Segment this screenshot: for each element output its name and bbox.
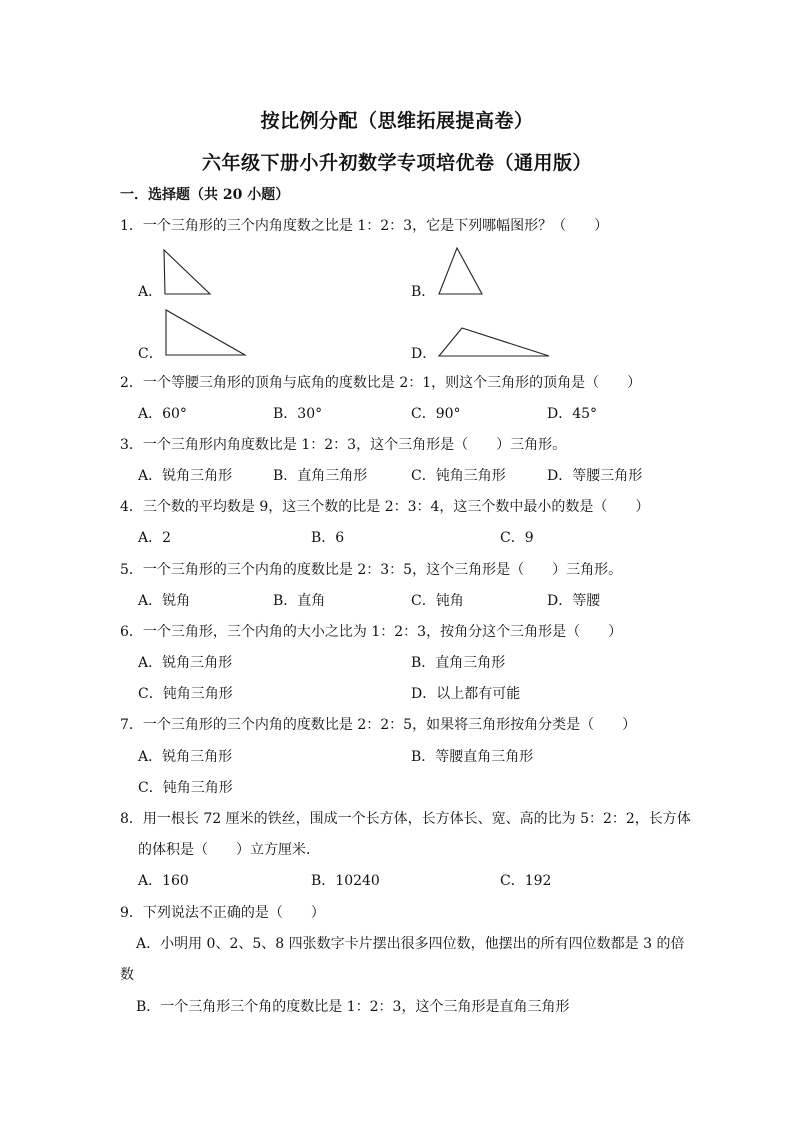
q3-option-b: B．直角三角形 bbox=[273, 468, 368, 484]
question-8-stem-line2: 的体积是（ ）立方厘米． bbox=[138, 842, 320, 858]
q5-option-c: C．钝角 bbox=[411, 593, 464, 609]
q4-option-c: C．9 bbox=[500, 530, 534, 546]
q1-triangle-c bbox=[163, 308, 249, 358]
triangle-c-shape bbox=[166, 310, 245, 355]
q1-triangle-b bbox=[436, 246, 486, 296]
question-4-stem: 4．三个数的平均数是 9，这三个数的比是 2：3：4，这三个数中最小的数是（ ） bbox=[120, 499, 650, 515]
q1-option-b-label: B． bbox=[411, 284, 436, 300]
q7-option-a: A．锐角三角形 bbox=[138, 749, 233, 765]
q2-option-c: C．90° bbox=[411, 406, 461, 422]
q8-option-b: B．10240 bbox=[311, 873, 380, 889]
q8-option-c: C．192 bbox=[500, 873, 552, 889]
q5-option-a: A．锐角 bbox=[138, 593, 191, 609]
triangle-a-shape bbox=[164, 250, 210, 294]
q4-option-a: A．2 bbox=[138, 530, 172, 546]
page-title: 按比例分配（思维拓展提高卷） bbox=[260, 110, 534, 132]
page-subtitle: 六年级下册小升初数学专项培优卷（通用版） bbox=[201, 152, 592, 174]
q3-option-a: A．锐角三角形 bbox=[138, 468, 233, 484]
question-2-stem: 2．一个等腰三角形的顶角与底角的度数比是 2：1，则这个三角形的顶角是（ ） bbox=[120, 375, 642, 391]
question-3-stem: 3．一个三角形内角度数比是 1：2：3，这个三角形是（ ）三角形。 bbox=[120, 437, 567, 453]
q6-option-a: A．锐角三角形 bbox=[138, 655, 233, 671]
q6-option-b: B．直角三角形 bbox=[411, 655, 506, 671]
q4-option-b: B．6 bbox=[311, 530, 345, 546]
q1-triangle-a bbox=[160, 248, 214, 296]
section-heading: 一．选择题（共 20 小题） bbox=[120, 187, 290, 203]
q6-option-c: C．钝角三角形 bbox=[138, 686, 233, 702]
q9-option-a-line2: 数 bbox=[120, 967, 134, 983]
question-8-stem-line1: 8．用一根长 72 厘米的铁丝，围成一个长方体，长方体长、宽、高的比为 5：2：2，长方体 bbox=[120, 811, 691, 827]
q2-option-a: A．60° bbox=[138, 406, 187, 422]
q5-option-b: B．直角 bbox=[273, 593, 326, 609]
question-6-stem: 6．一个三角形，三个内角的大小之比为 1：2：3，按角分这个三角形是（ ） bbox=[120, 624, 623, 640]
q6-option-d: D．以上都有可能 bbox=[411, 686, 521, 702]
q8-option-a: A．160 bbox=[138, 873, 189, 889]
q3-option-d: D．等腰三角形 bbox=[547, 468, 643, 484]
q7-option-b: B．等腰直角三角形 bbox=[411, 749, 534, 765]
q7-option-c: C．钝角三角形 bbox=[138, 780, 233, 796]
question-5-stem: 5．一个三角形的三个内角的度数比是 2：3：5，这个三角形是（ ）三角形。 bbox=[120, 562, 623, 578]
q1-triangle-d bbox=[436, 325, 554, 359]
question-9-stem: 9．下列说法不正确的是（ ） bbox=[120, 905, 325, 921]
q9-option-a-line1: A．小明用 0、2、5、8 四张数字卡片摆出很多四位数，他摆出的所有四位数都是 3 的倍 bbox=[136, 936, 685, 952]
q3-option-c: C．钝角三角形 bbox=[411, 468, 506, 484]
q9-option-b: B．一个三角形三个角的度数比是 1：2：3，这个三角形是直角三角形 bbox=[136, 999, 570, 1015]
q2-option-b: B．30° bbox=[273, 406, 323, 422]
q2-option-d: D．45° bbox=[547, 406, 598, 422]
q5-option-d: D．等腰 bbox=[547, 593, 601, 609]
question-1-stem: 1．一个三角形的三个内角度数之比是 1：2：3，它是下列哪幅图形？（ ） bbox=[120, 218, 609, 234]
q1-option-c-label: C． bbox=[138, 346, 163, 362]
q1-option-d-label: D． bbox=[411, 346, 437, 362]
question-7-stem: 7．一个三角形的三个内角的度数比是 2：2：5，如果将三角形按角分类是（ ） bbox=[120, 717, 637, 733]
triangle-d-shape bbox=[439, 328, 549, 356]
q1-option-a-label: A． bbox=[138, 284, 163, 300]
triangle-b-shape bbox=[439, 248, 482, 294]
